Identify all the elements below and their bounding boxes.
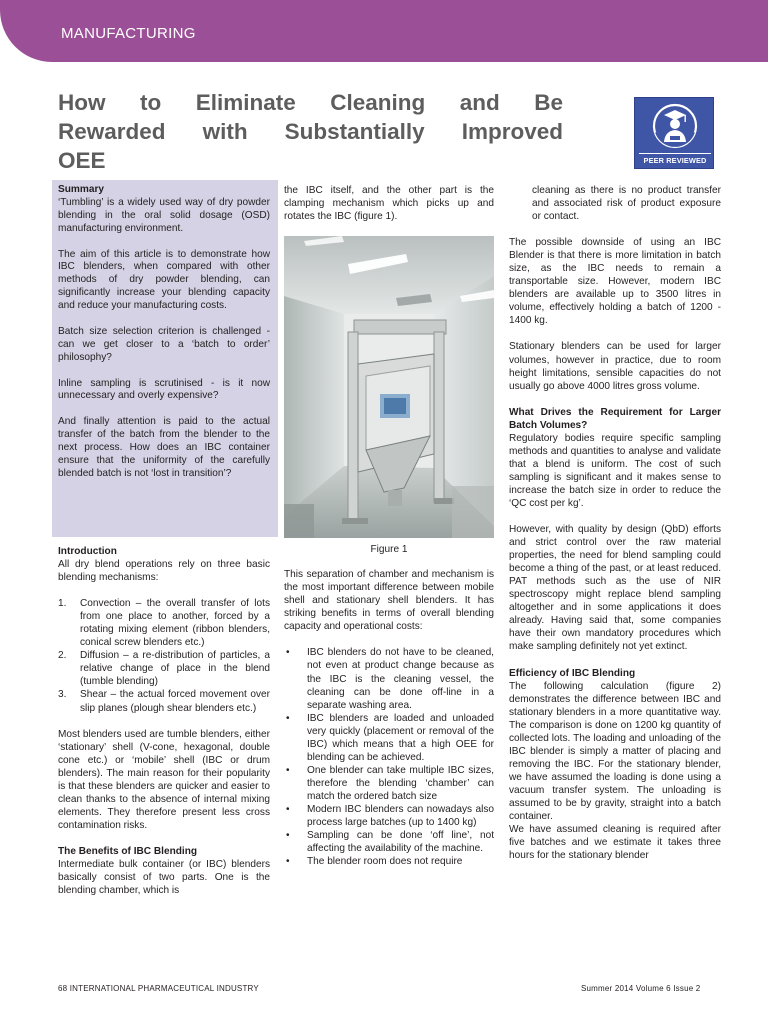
badge-label: PEER REVIEWED (643, 156, 707, 165)
title-line-2: Rewarded with Substantially Improved (58, 119, 563, 144)
section-banner (0, 0, 768, 62)
intro-paragraph: Most blenders used are tumble blenders, either ‘stationary’ shell (V-cone, hexagonal, double cone etc.) or ‘mobile’ shell (IBC or drum blenders). The main reason for their popularity is that these blenders are quicker and easier to clean thanks to the absence of internal mixing elements. They therefore present less cross contamination risks. (58, 728, 270, 831)
drives-paragraph: Regulatory bodies require specific sampling methods and quantities to analyse and validate that a blend is uniform. The cost of such sampling is significant and it makes sense to increase the batch size in order to reduce the ‘QC cost per kg’. (509, 432, 721, 509)
efficiency-heading: Efficiency of IBC Blending (509, 667, 636, 679)
ibc-blender-photo (284, 236, 494, 538)
benefits-paragraph-cont: the IBC itself, and the other part is the clamping mechanism which picks up and rotates the IBC (figure 1). (284, 185, 494, 223)
footer-issue: Summer 2014 Volume 6 Issue 2 (581, 984, 701, 993)
article-title (58, 88, 563, 175)
title-line-3: OEE (58, 148, 106, 173)
badge-divider (639, 153, 711, 154)
benefits-paragraph: Intermediate bulk container (or IBC) blenders basically consist of two parts. One is the blending chamber, which is (58, 858, 270, 897)
mechanism-list (58, 597, 270, 714)
scholar-icon (651, 102, 699, 150)
list-item: • Sampling can be done ‘off line’, not affecting the availability of the machine. (286, 830, 494, 855)
drives-heading: What Drives the Requirement for Larger Batch Volumes? (509, 406, 721, 431)
list-item: 1. Convection – the overall transfer of lots from one place to another, forced by a rotating mixing element (ribbon blenders, conical screw blenders etc.) (58, 598, 270, 649)
intro-paragraph: All dry blend operations rely on three basic blending mechanisms: (58, 559, 270, 584)
benefits-paragraph: The possible downside of using an IBC Blender is that there is more limitation in batch size, as the IBC needs to remain a transportable size. However, modern IBC blenders are available up to 3500 litres in volume, effectively holding a batch of 1200 - 1400 kg. (509, 237, 721, 327)
summary-paragraph: The aim of this article is to demonstrate how IBC blenders, when compared with other methods of dry powder blending, can significantly increase your blending capacity and reduce your manufacturing costs. (58, 248, 270, 312)
column-2 (284, 184, 494, 868)
bullet-continuation: cleaning as there is no product transfer and associated risk of product exposure or contact. (532, 185, 721, 223)
drives-paragraph: However, with quality by design (QbD) efforts and strict control over the raw material properties, the need for blend sampling could become a thing of the past, or at least reduced. PAT methods such as the use of NIR spectroscopy might replace blend sampling altogether and in some applications it does already. Having said that, some companies have their own mandatory procedures which make sampling definitely not yet extinct. (509, 524, 721, 653)
efficiency-paragraph: The following calculation (figure 2) demonstrates the difference between IBC and stationary blenders in a more quantitative way. The comparison is done on 1200 kg quantity of collected lots. The loading and unloading of the IBC blender is simply a matter of placing and removing the IBC. For the stationary blender, we have assumed the loading is done using a vacuum transfer system. The unloading is assumed to be by gravity, straight into a batch container. (509, 680, 721, 823)
column-3 (509, 184, 721, 862)
list-item: • IBC blenders are loaded and unloaded very quickly (placement or removal of the IBC) which means that a high OEE for blending can be achieved. (286, 712, 494, 763)
list-item: • Modern IBC blenders can nowadays also process large batches (up to 1400 kg) (286, 803, 494, 829)
summary-heading: Summary (58, 184, 105, 195)
summary-paragraph: Batch size selection criterion is challenged - can we get closer to a ‘batch to order’ philosophy? (58, 325, 270, 363)
footer-journal: 68 INTERNATIONAL PHARMACEUTICAL INDUSTRY (58, 984, 259, 993)
list-item: • IBC blenders do not have to be cleaned, not even at product change because as the IBC is the cleaning vessel, the cleaning can be done off-line in a separate washing area. (286, 647, 494, 711)
summary-paragraph: ‘Tumbling’ is a widely used way of dry powder blending in the oral solid dosage (OSD) manufacturing environment. (58, 196, 270, 234)
benefits-list (284, 646, 494, 868)
benefits-paragraph: This separation of chamber and mechanism is the most important difference between mobile shell and stationary shell blenders. It has striking benefits in terms of overall blending capacity and operational costs: (284, 569, 494, 633)
benefits-heading: The Benefits of IBC Blending (58, 845, 198, 857)
efficiency-paragraph: We have assumed cleaning is required after five batches and we estimate it takes three hours for the stationary blender (509, 824, 721, 862)
list-item: • One blender can take multiple IBC sizes, therefore the blending ‘chamber’ can match the ordered batch size (286, 764, 494, 802)
figure-1-photo (284, 236, 494, 538)
section-label: MANUFACTURING (61, 25, 196, 42)
summary-paragraph: Inline sampling is scrutinised - is it now unnecessary and overly expensive? (58, 377, 270, 402)
benefits-paragraph: Stationary blenders can be used for larger volumes, however in practice, due to room height limitations, sensible capacities do not usually go above 4000 litres gross volume. (509, 341, 721, 392)
summary (58, 184, 270, 494)
figure-caption: Figure 1 (370, 544, 408, 556)
list-item: • The blender room does not require (286, 856, 463, 868)
introduction-heading: Introduction (58, 546, 117, 557)
peer-reviewed-badge (634, 97, 714, 169)
title-line-1: How to Eliminate Cleaning and Be (58, 90, 563, 115)
summary-paragraph: And finally attention is paid to the actual transfer of the batch from the blender to the next process. How does an IBC container ensure that the uniformity of the carefully blended batch is not ‘lost in transition’? (58, 416, 270, 479)
list-item: 2. Diffusion – a re-distribution of particles, a relative change of place in the blend (tumble blending) (58, 650, 270, 688)
list-item: 3. Shear – the actual forced movement over slip planes (plough shear blenders etc.) (58, 689, 270, 714)
column-1 (58, 545, 270, 897)
